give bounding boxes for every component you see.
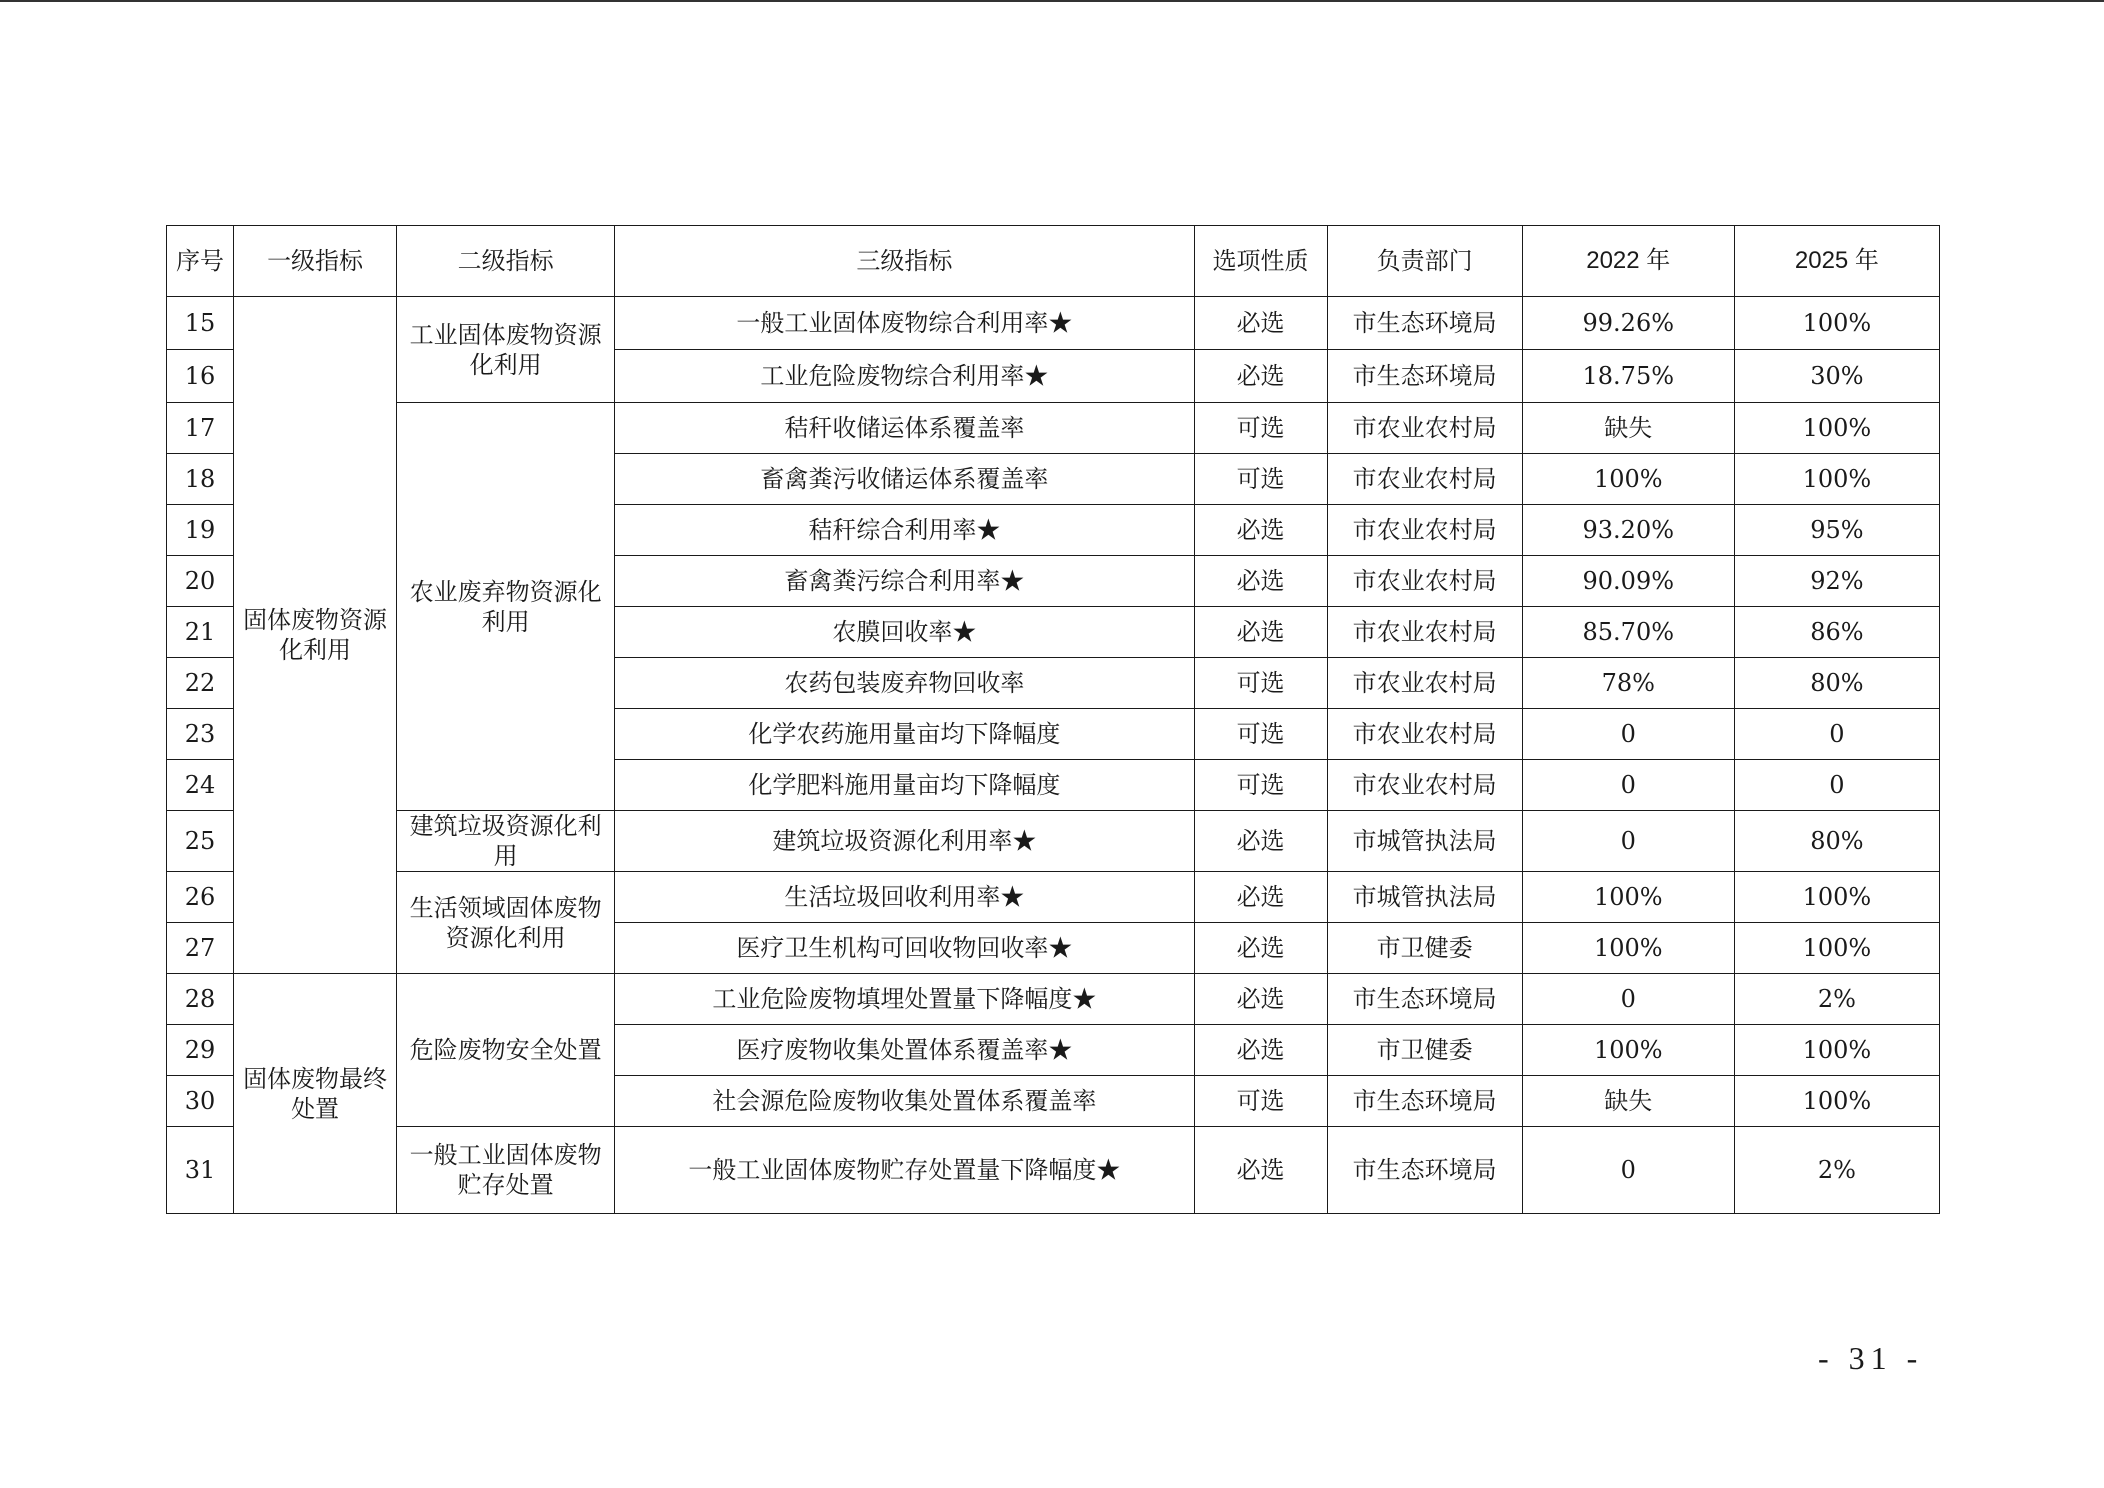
cell-seq: 26 [167,872,234,923]
header-department: 负责部门 [1327,226,1522,297]
cell-department: 市生态环境局 [1327,974,1522,1025]
cell-indicator: 医疗卫生机构可回收物回收率★ [615,923,1194,974]
cell-level2: 工业固体废物资源化利用 [397,297,615,403]
cell-seq: 22 [167,658,234,709]
cell-2022: 0 [1522,760,1734,811]
header-nature: 选项性质 [1194,226,1327,297]
table-row [167,403,1940,454]
cell-nature: 必选 [1194,923,1327,974]
cell-indicator: 农膜回收率★ [615,607,1194,658]
cell-seq: 30 [167,1076,234,1127]
cell-2022: 100% [1522,1025,1734,1076]
cell-level1: 固体废物资源化利用 [234,297,397,974]
header-level1: 一级指标 [234,226,397,297]
header-2025: 2025 年 [1734,226,1939,297]
cell-level2: 建筑垃圾资源化利用 [397,811,615,872]
cell-nature: 必选 [1194,872,1327,923]
cell-2022: 0 [1522,1127,1734,1214]
cell-indicator: 化学肥料施用量亩均下降幅度 [615,760,1194,811]
cell-2025: 80% [1734,811,1939,872]
cell-nature: 可选 [1194,454,1327,505]
cell-indicator: 工业危险废物综合利用率★ [615,350,1194,403]
cell-seq: 31 [167,1127,234,1214]
cell-department: 市农业农村局 [1327,658,1522,709]
cell-indicator: 建筑垃圾资源化利用率★ [615,811,1194,872]
cell-department: 市农业农村局 [1327,556,1522,607]
table-row [167,811,1940,872]
cell-nature: 可选 [1194,760,1327,811]
cell-department: 市生态环境局 [1327,1076,1522,1127]
cell-indicator: 畜禽粪污收储运体系覆盖率 [615,454,1194,505]
cell-level2: 危险废物安全处置 [397,974,615,1127]
cell-department: 市生态环境局 [1327,350,1522,403]
cell-seq: 28 [167,974,234,1025]
cell-indicator: 秸秆收储运体系覆盖率 [615,403,1194,454]
cell-indicator: 一般工业固体废物贮存处置量下降幅度★ [615,1127,1194,1214]
cell-seq: 21 [167,607,234,658]
cell-seq: 27 [167,923,234,974]
cell-2022: 缺失 [1522,403,1734,454]
table-row [167,1127,1940,1214]
cell-department: 市生态环境局 [1327,1127,1522,1214]
cell-department: 市生态环境局 [1327,297,1522,350]
header-row [167,226,1940,297]
cell-2022: 缺失 [1522,1076,1734,1127]
cell-2025: 100% [1734,403,1939,454]
cell-2025: 86% [1734,607,1939,658]
cell-seq: 20 [167,556,234,607]
cell-seq: 18 [167,454,234,505]
cell-nature: 必选 [1194,350,1327,403]
cell-2025: 100% [1734,1025,1939,1076]
cell-nature: 可选 [1194,403,1327,454]
cell-2022: 93.20% [1522,505,1734,556]
cell-department: 市农业农村局 [1327,607,1522,658]
table-row [167,297,1940,350]
cell-nature: 必选 [1194,974,1327,1025]
cell-2025: 95% [1734,505,1939,556]
cell-nature: 可选 [1194,1076,1327,1127]
cell-2022: 0 [1522,974,1734,1025]
cell-seq: 17 [167,403,234,454]
cell-2022: 85.70% [1522,607,1734,658]
cell-seq: 15 [167,297,234,350]
cell-level2: 生活领域固体废物资源化利用 [397,872,615,974]
cell-2022: 90.09% [1522,556,1734,607]
cell-department: 市农业农村局 [1327,709,1522,760]
cell-2022: 100% [1522,454,1734,505]
cell-indicator: 化学农药施用量亩均下降幅度 [615,709,1194,760]
cell-2022: 99.26% [1522,297,1734,350]
cell-2025: 100% [1734,923,1939,974]
cell-2025: 92% [1734,556,1939,607]
cell-2022: 0 [1522,811,1734,872]
cell-department: 市农业农村局 [1327,403,1522,454]
cell-2025: 100% [1734,454,1939,505]
cell-department: 市卫健委 [1327,923,1522,974]
cell-seq: 19 [167,505,234,556]
cell-indicator: 农药包装废弃物回收率 [615,658,1194,709]
cell-nature: 必选 [1194,1127,1327,1214]
cell-seq: 24 [167,760,234,811]
cell-department: 市卫健委 [1327,1025,1522,1076]
cell-indicator: 秸秆综合利用率★ [615,505,1194,556]
cell-department: 市农业农村局 [1327,760,1522,811]
cell-nature: 必选 [1194,607,1327,658]
cell-2025: 2% [1734,974,1939,1025]
cell-level1: 固体废物最终处置 [234,974,397,1214]
cell-indicator: 工业危险废物填埋处置量下降幅度★ [615,974,1194,1025]
header-level3: 三级指标 [615,226,1194,297]
cell-indicator: 畜禽粪污综合利用率★ [615,556,1194,607]
header-2022: 2022 年 [1522,226,1734,297]
cell-nature: 必选 [1194,556,1327,607]
cell-nature: 必选 [1194,297,1327,350]
cell-seq: 29 [167,1025,234,1076]
cell-2025: 0 [1734,760,1939,811]
cell-seq: 25 [167,811,234,872]
cell-nature: 必选 [1194,505,1327,556]
cell-level2: 农业废弃物资源化利用 [397,403,615,811]
cell-seq: 16 [167,350,234,403]
cell-2022: 100% [1522,872,1734,923]
header-level2: 二级指标 [397,226,615,297]
cell-2025: 80% [1734,658,1939,709]
cell-level2: 一般工业固体废物贮存处置 [397,1127,615,1214]
cell-2022: 78% [1522,658,1734,709]
cell-indicator: 医疗废物收集处置体系覆盖率★ [615,1025,1194,1076]
cell-nature: 可选 [1194,658,1327,709]
cell-indicator: 一般工业固体废物综合利用率★ [615,297,1194,350]
cell-nature: 可选 [1194,709,1327,760]
cell-nature: 必选 [1194,1025,1327,1076]
cell-2022: 18.75% [1522,350,1734,403]
cell-2022: 100% [1522,923,1734,974]
cell-department: 市城管执法局 [1327,811,1522,872]
cell-2025: 2% [1734,1127,1939,1214]
cell-indicator: 生活垃圾回收利用率★ [615,872,1194,923]
cell-department: 市城管执法局 [1327,872,1522,923]
cell-2025: 30% [1734,350,1939,403]
table-row [167,974,1940,1025]
cell-2025: 100% [1734,297,1939,350]
table-row [167,872,1940,923]
page-number: - 31 - [1818,1340,1924,1376]
cell-department: 市农业农村局 [1327,454,1522,505]
cell-indicator: 社会源危险废物收集处置体系覆盖率 [615,1076,1194,1127]
cell-2022: 0 [1522,709,1734,760]
cell-seq: 23 [167,709,234,760]
cell-department: 市农业农村局 [1327,505,1522,556]
cell-2025: 0 [1734,709,1939,760]
indicator-table [166,225,1940,1214]
header-seq: 序号 [167,226,234,297]
cell-2025: 100% [1734,872,1939,923]
top-rule [0,0,2104,2]
cell-nature: 必选 [1194,811,1327,872]
cell-2025: 100% [1734,1076,1939,1127]
